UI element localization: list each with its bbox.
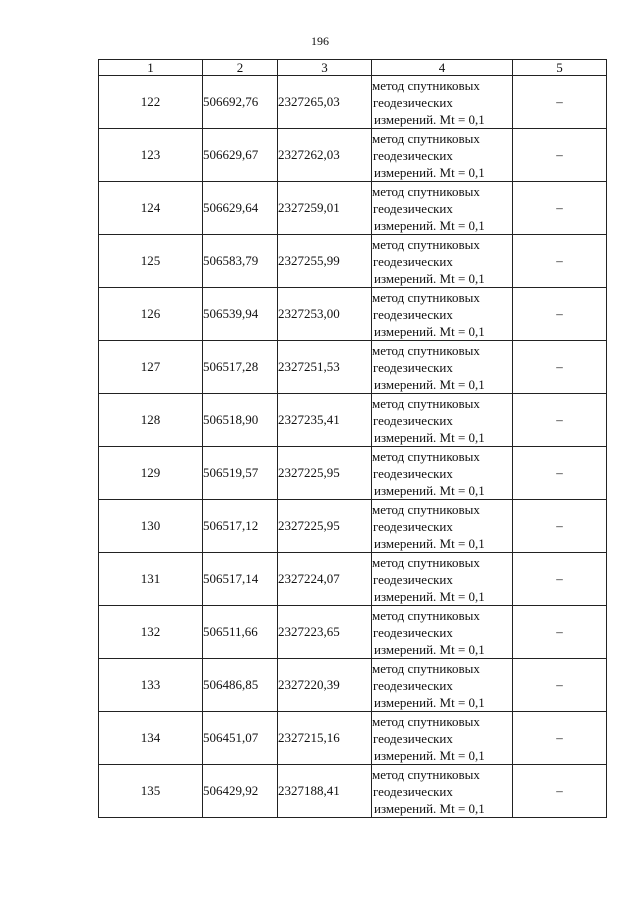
- method-text-line: геодезических: [373, 571, 453, 587]
- method-text-line: метод спутниковых: [372, 77, 480, 93]
- method-text-line: измерений. Mt = 0,1: [374, 270, 485, 286]
- column-header-1: 1: [99, 60, 203, 76]
- method-text-line: метод спутниковых: [372, 766, 480, 782]
- x-coordinate-cell: 506517,28: [203, 341, 278, 394]
- y-coordinate-cell: 2327215,16: [278, 712, 372, 765]
- method-cell: [372, 182, 513, 235]
- x-coordinate-cell: 506692,76: [203, 76, 278, 129]
- point-number-cell: 134: [99, 712, 203, 765]
- y-coordinate-cell: 2327223,65: [278, 606, 372, 659]
- method-text-line: геодезических: [373, 253, 453, 269]
- method-cell: [372, 76, 513, 129]
- method-cell: [372, 447, 513, 500]
- y-coordinate-cell: 2327251,53: [278, 341, 372, 394]
- method-text-line: метод спутниковых: [372, 554, 480, 570]
- method-text-line: измерений. Mt = 0,1: [374, 747, 485, 763]
- note-cell: –: [513, 553, 607, 606]
- note-cell: –: [513, 394, 607, 447]
- note-cell: –: [513, 659, 607, 712]
- point-number-cell: 128: [99, 394, 203, 447]
- method-text-line: измерений. Mt = 0,1: [374, 376, 485, 392]
- method-text-line: геодезических: [373, 412, 453, 428]
- method-text-line: геодезических: [373, 518, 453, 534]
- table-row: [99, 341, 607, 394]
- point-number-cell: 124: [99, 182, 203, 235]
- point-number-cell: 135: [99, 765, 203, 818]
- method-text-line: измерений. Mt = 0,1: [374, 588, 485, 604]
- table-row: [99, 447, 607, 500]
- note-cell: –: [513, 341, 607, 394]
- y-coordinate-cell: 2327253,00: [278, 288, 372, 341]
- y-coordinate-cell: 2327259,01: [278, 182, 372, 235]
- point-number-cell: 122: [99, 76, 203, 129]
- coordinates-table: [98, 59, 607, 818]
- method-cell: [372, 235, 513, 288]
- method-cell: [372, 553, 513, 606]
- method-text-line: измерений. Mt = 0,1: [374, 111, 485, 127]
- table-row: [99, 129, 607, 182]
- point-number-cell: 125: [99, 235, 203, 288]
- method-text-line: метод спутниковых: [372, 236, 480, 252]
- point-number-cell: 129: [99, 447, 203, 500]
- method-cell: [372, 288, 513, 341]
- method-cell: [372, 606, 513, 659]
- table-row: [99, 288, 607, 341]
- x-coordinate-cell: 506517,14: [203, 553, 278, 606]
- note-cell: –: [513, 712, 607, 765]
- x-coordinate-cell: 506517,12: [203, 500, 278, 553]
- method-cell: [372, 712, 513, 765]
- point-number-cell: 130: [99, 500, 203, 553]
- table-row: [99, 182, 607, 235]
- method-text-line: геодезических: [373, 94, 453, 110]
- method-text-line: геодезических: [373, 147, 453, 163]
- point-number-cell: 132: [99, 606, 203, 659]
- method-text-line: метод спутниковых: [372, 289, 480, 305]
- y-coordinate-cell: 2327255,99: [278, 235, 372, 288]
- note-cell: –: [513, 235, 607, 288]
- table-row: [99, 500, 607, 553]
- table-row: [99, 394, 607, 447]
- method-cell: [372, 765, 513, 818]
- x-coordinate-cell: 506486,85: [203, 659, 278, 712]
- x-coordinate-cell: 506583,79: [203, 235, 278, 288]
- column-header-4: 4: [372, 60, 513, 76]
- method-text-line: измерений. Mt = 0,1: [374, 641, 485, 657]
- note-cell: –: [513, 182, 607, 235]
- note-cell: –: [513, 288, 607, 341]
- method-text-line: геодезических: [373, 359, 453, 375]
- method-text-line: геодезических: [373, 677, 453, 693]
- method-text-line: измерений. Mt = 0,1: [374, 164, 485, 180]
- point-number-cell: 131: [99, 553, 203, 606]
- method-text-line: геодезических: [373, 465, 453, 481]
- page-number: 196: [311, 34, 329, 48]
- y-coordinate-cell: 2327225,95: [278, 500, 372, 553]
- y-coordinate-cell: 2327220,39: [278, 659, 372, 712]
- method-text-line: измерений. Mt = 0,1: [374, 535, 485, 551]
- method-text-line: метод спутниковых: [372, 395, 480, 411]
- table-header-row: [99, 60, 607, 76]
- y-coordinate-cell: 2327188,41: [278, 765, 372, 818]
- table-row: [99, 235, 607, 288]
- y-coordinate-cell: 2327225,95: [278, 447, 372, 500]
- column-header-2: 2: [203, 60, 278, 76]
- x-coordinate-cell: 506451,07: [203, 712, 278, 765]
- method-text-line: геодезических: [373, 783, 453, 799]
- y-coordinate-cell: 2327235,41: [278, 394, 372, 447]
- method-text-line: измерений. Mt = 0,1: [374, 482, 485, 498]
- method-cell: [372, 500, 513, 553]
- method-cell: [372, 659, 513, 712]
- point-number-cell: 126: [99, 288, 203, 341]
- table-row: [99, 606, 607, 659]
- x-coordinate-cell: 506539,94: [203, 288, 278, 341]
- note-cell: –: [513, 765, 607, 818]
- point-number-cell: 123: [99, 129, 203, 182]
- table-row: [99, 76, 607, 129]
- x-coordinate-cell: 506629,67: [203, 129, 278, 182]
- method-text-line: геодезических: [373, 306, 453, 322]
- method-cell: [372, 341, 513, 394]
- column-header-3: 3: [278, 60, 372, 76]
- method-text-line: метод спутниковых: [372, 713, 480, 729]
- table-row: [99, 659, 607, 712]
- method-text-line: геодезических: [373, 730, 453, 746]
- x-coordinate-cell: 506518,90: [203, 394, 278, 447]
- note-cell: –: [513, 129, 607, 182]
- method-text-line: измерений. Mt = 0,1: [374, 217, 485, 233]
- method-text-line: метод спутниковых: [372, 660, 480, 676]
- column-header-5: 5: [513, 60, 607, 76]
- y-coordinate-cell: 2327224,07: [278, 553, 372, 606]
- table-row: [99, 712, 607, 765]
- method-text-line: измерений. Mt = 0,1: [374, 429, 485, 445]
- x-coordinate-cell: 506629,64: [203, 182, 278, 235]
- method-text-line: измерений. Mt = 0,1: [374, 694, 485, 710]
- note-cell: –: [513, 500, 607, 553]
- method-text-line: метод спутниковых: [372, 342, 480, 358]
- point-number-cell: 133: [99, 659, 203, 712]
- note-cell: –: [513, 447, 607, 500]
- table-row: [99, 553, 607, 606]
- method-text-line: измерений. Mt = 0,1: [374, 323, 485, 339]
- method-cell: [372, 129, 513, 182]
- method-text-line: метод спутниковых: [372, 501, 480, 517]
- table-row: [99, 765, 607, 818]
- note-cell: –: [513, 606, 607, 659]
- point-number-cell: 127: [99, 341, 203, 394]
- table-body: [99, 76, 607, 818]
- note-cell: –: [513, 76, 607, 129]
- x-coordinate-cell: 506511,66: [203, 606, 278, 659]
- method-text-line: измерений. Mt = 0,1: [374, 800, 485, 816]
- method-text-line: метод спутниковых: [372, 183, 480, 199]
- y-coordinate-cell: 2327265,03: [278, 76, 372, 129]
- x-coordinate-cell: 506429,92: [203, 765, 278, 818]
- x-coordinate-cell: 506519,57: [203, 447, 278, 500]
- method-text-line: геодезических: [373, 200, 453, 216]
- method-cell: [372, 394, 513, 447]
- method-text-line: метод спутниковых: [372, 130, 480, 146]
- method-text-line: метод спутниковых: [372, 448, 480, 464]
- method-text-line: геодезических: [373, 624, 453, 640]
- y-coordinate-cell: 2327262,03: [278, 129, 372, 182]
- method-text-line: метод спутниковых: [372, 607, 480, 623]
